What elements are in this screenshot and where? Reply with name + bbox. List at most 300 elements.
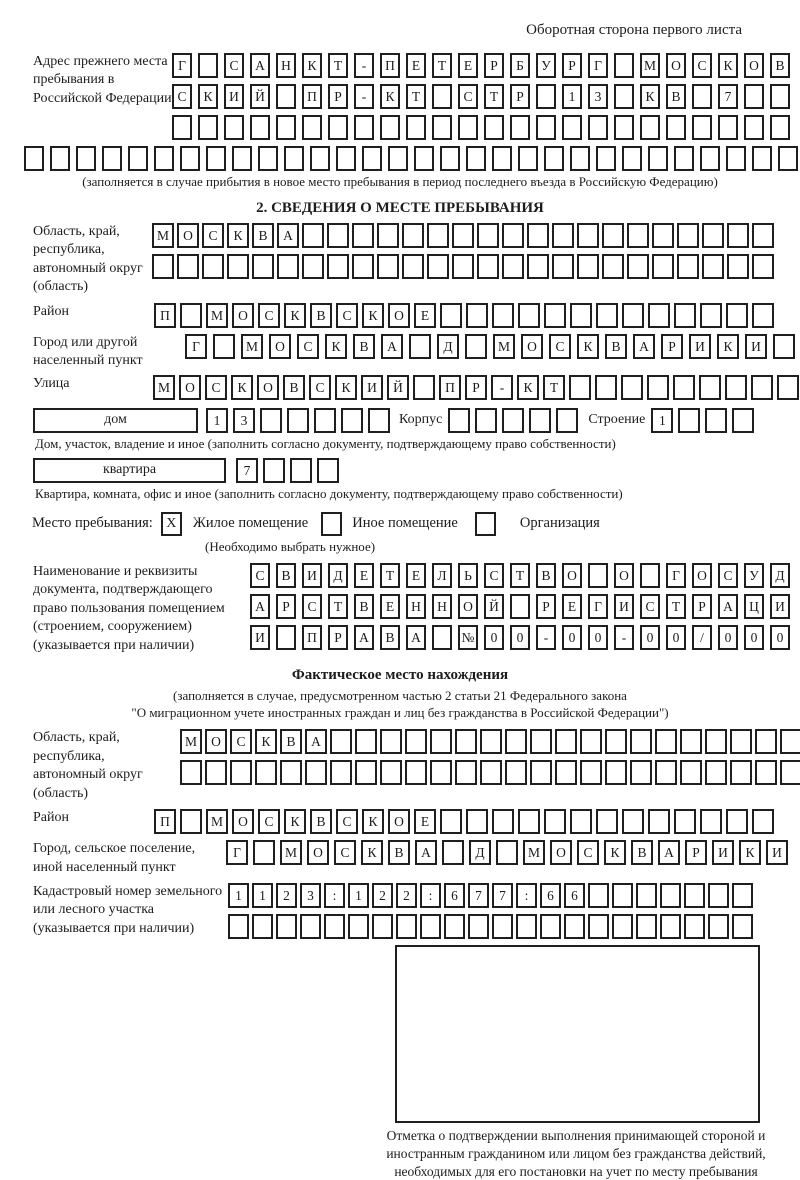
char-box[interactable] (699, 375, 721, 400)
char-box[interactable] (430, 760, 452, 785)
char-box[interactable]: К (362, 303, 384, 328)
char-box[interactable] (276, 914, 297, 939)
char-box[interactable]: Т (484, 84, 504, 109)
char-box[interactable]: П (154, 809, 176, 834)
char-box[interactable] (414, 146, 434, 171)
char-box[interactable] (622, 809, 644, 834)
char-box[interactable] (260, 408, 282, 433)
char-box[interactable]: Р (685, 840, 707, 865)
char-box[interactable] (477, 254, 499, 279)
char-box[interactable]: Д (328, 563, 348, 588)
char-box[interactable] (705, 760, 727, 785)
char-box[interactable] (327, 254, 349, 279)
char-box[interactable] (596, 146, 616, 171)
char-box[interactable]: Р (465, 375, 487, 400)
char-box[interactable]: М (493, 334, 515, 359)
char-box[interactable] (605, 729, 627, 754)
char-box[interactable] (172, 115, 192, 140)
char-box[interactable]: А (415, 840, 437, 865)
char-box[interactable] (588, 914, 609, 939)
char-box[interactable]: Г (666, 563, 686, 588)
char-box[interactable] (647, 375, 669, 400)
char-box[interactable]: Е (406, 563, 426, 588)
char-box[interactable] (496, 840, 518, 865)
char-box[interactable] (744, 115, 764, 140)
char-box[interactable] (602, 254, 624, 279)
char-box[interactable]: Б (510, 53, 530, 78)
char-box[interactable]: К (604, 840, 626, 865)
char-box[interactable]: Д (770, 563, 790, 588)
char-box[interactable] (773, 334, 795, 359)
char-box[interactable] (577, 223, 599, 248)
char-box[interactable]: 0 (640, 625, 660, 650)
char-box[interactable]: С (205, 375, 227, 400)
char-box[interactable] (455, 760, 477, 785)
char-box[interactable] (540, 914, 561, 939)
char-box[interactable] (755, 760, 777, 785)
char-box[interactable] (302, 115, 322, 140)
char-box[interactable] (614, 84, 634, 109)
char-box[interactable] (409, 334, 431, 359)
char-box[interactable] (702, 223, 724, 248)
char-box[interactable] (440, 303, 462, 328)
char-box[interactable] (475, 408, 497, 433)
char-box[interactable] (612, 883, 633, 908)
char-box[interactable] (466, 809, 488, 834)
char-box[interactable]: О (388, 303, 410, 328)
char-box[interactable]: С (577, 840, 599, 865)
char-box[interactable] (588, 115, 608, 140)
char-box[interactable]: : (420, 883, 441, 908)
char-box[interactable] (258, 146, 278, 171)
char-box[interactable] (648, 146, 668, 171)
char-box[interactable] (692, 84, 712, 109)
char-box[interactable]: И (689, 334, 711, 359)
char-box[interactable] (536, 115, 556, 140)
char-box[interactable]: М (280, 840, 302, 865)
char-box[interactable]: О (177, 223, 199, 248)
char-box[interactable] (752, 223, 774, 248)
char-box[interactable] (752, 303, 774, 328)
char-box[interactable] (427, 254, 449, 279)
char-box[interactable] (516, 914, 537, 939)
char-box[interactable]: К (361, 840, 383, 865)
char-box[interactable] (480, 729, 502, 754)
char-box[interactable] (544, 809, 566, 834)
char-box[interactable] (614, 53, 634, 78)
char-box[interactable] (726, 303, 748, 328)
char-box[interactable]: О (666, 53, 686, 78)
char-box[interactable] (355, 760, 377, 785)
char-box[interactable]: Л (432, 563, 452, 588)
char-box[interactable] (252, 914, 273, 939)
char-box[interactable] (402, 223, 424, 248)
char-box[interactable]: Р (328, 84, 348, 109)
char-box[interactable]: М (206, 809, 228, 834)
char-box[interactable] (680, 729, 702, 754)
char-box[interactable]: А (305, 729, 327, 754)
char-box[interactable]: В (280, 729, 302, 754)
char-box[interactable]: Р (661, 334, 683, 359)
char-box[interactable] (362, 146, 382, 171)
char-box[interactable]: К (335, 375, 357, 400)
char-box[interactable]: К (325, 334, 347, 359)
char-box[interactable] (492, 146, 512, 171)
char-box[interactable] (198, 53, 218, 78)
char-box[interactable]: Е (406, 53, 426, 78)
house-wide-box[interactable]: дом (33, 408, 198, 433)
char-box[interactable] (484, 115, 504, 140)
char-box[interactable] (327, 223, 349, 248)
char-box[interactable] (377, 254, 399, 279)
char-box[interactable] (518, 303, 540, 328)
char-box[interactable] (502, 223, 524, 248)
char-box[interactable] (455, 729, 477, 754)
char-box[interactable] (727, 254, 749, 279)
char-box[interactable] (427, 223, 449, 248)
char-box[interactable] (372, 914, 393, 939)
char-box[interactable]: - (614, 625, 634, 650)
char-box[interactable] (442, 840, 464, 865)
char-box[interactable] (177, 254, 199, 279)
char-box[interactable]: К (284, 809, 306, 834)
char-box[interactable] (569, 375, 591, 400)
char-box[interactable]: Е (414, 303, 436, 328)
char-box[interactable]: К (231, 375, 253, 400)
char-box[interactable] (595, 375, 617, 400)
char-box[interactable]: 7 (718, 84, 738, 109)
char-box[interactable] (648, 809, 670, 834)
char-box[interactable] (284, 146, 304, 171)
char-box[interactable]: Й (484, 594, 504, 619)
char-box[interactable]: В (310, 809, 332, 834)
char-box[interactable]: 1 (651, 408, 673, 433)
char-box[interactable]: С (718, 563, 738, 588)
char-box[interactable]: В (605, 334, 627, 359)
char-box[interactable] (310, 146, 330, 171)
char-box[interactable] (466, 146, 486, 171)
char-box[interactable]: О (179, 375, 201, 400)
char-box[interactable]: Р (562, 53, 582, 78)
char-box[interactable] (352, 254, 374, 279)
char-box[interactable]: 0 (770, 625, 790, 650)
char-box[interactable]: И (614, 594, 634, 619)
char-box[interactable] (678, 408, 700, 433)
char-box[interactable]: В (770, 53, 790, 78)
char-box[interactable]: К (198, 84, 218, 109)
char-box[interactable] (666, 115, 686, 140)
char-box[interactable]: К (380, 84, 400, 109)
char-box[interactable]: И (361, 375, 383, 400)
char-box[interactable]: П (380, 53, 400, 78)
char-box[interactable] (502, 254, 524, 279)
char-box[interactable]: О (257, 375, 279, 400)
char-box[interactable] (708, 914, 729, 939)
char-box[interactable]: С (302, 594, 322, 619)
char-box[interactable] (752, 809, 774, 834)
char-box[interactable] (255, 760, 277, 785)
char-box[interactable] (492, 303, 514, 328)
char-box[interactable]: И (250, 625, 270, 650)
char-box[interactable]: О (388, 809, 410, 834)
char-box[interactable] (206, 146, 226, 171)
char-box[interactable]: 0 (510, 625, 530, 650)
char-box[interactable]: Т (666, 594, 686, 619)
char-box[interactable] (228, 914, 249, 939)
char-box[interactable]: Т (543, 375, 565, 400)
char-box[interactable] (202, 254, 224, 279)
char-box[interactable]: Р (484, 53, 504, 78)
char-box[interactable]: Д (437, 334, 459, 359)
char-box[interactable]: Г (172, 53, 192, 78)
char-box[interactable]: - (491, 375, 513, 400)
char-box[interactable]: Г (588, 53, 608, 78)
char-box[interactable]: Г (588, 594, 608, 619)
char-box[interactable]: К (717, 334, 739, 359)
char-box[interactable]: П (439, 375, 461, 400)
char-box[interactable]: С (230, 729, 252, 754)
char-box[interactable] (348, 914, 369, 939)
char-box[interactable]: С (336, 809, 358, 834)
char-box[interactable] (368, 408, 390, 433)
char-box[interactable] (627, 254, 649, 279)
char-box[interactable] (277, 254, 299, 279)
char-box[interactable]: С (336, 303, 358, 328)
char-box[interactable] (465, 334, 487, 359)
char-box[interactable] (432, 115, 452, 140)
char-box[interactable] (727, 223, 749, 248)
char-box[interactable] (605, 760, 627, 785)
char-box[interactable]: М (640, 53, 660, 78)
char-box[interactable]: А (406, 625, 426, 650)
char-box[interactable] (726, 146, 746, 171)
char-box[interactable] (396, 914, 417, 939)
char-box[interactable] (276, 115, 296, 140)
char-box[interactable] (580, 760, 602, 785)
char-box[interactable]: О (205, 729, 227, 754)
char-box[interactable]: С (258, 809, 280, 834)
checkbox-other-premises[interactable] (321, 512, 342, 536)
char-box[interactable]: Р (692, 594, 712, 619)
char-box[interactable]: В (631, 840, 653, 865)
char-box[interactable]: С (172, 84, 192, 109)
char-box[interactable]: С (297, 334, 319, 359)
char-box[interactable]: В (666, 84, 686, 109)
char-box[interactable] (652, 254, 674, 279)
char-box[interactable] (380, 115, 400, 140)
char-box[interactable]: 7 (236, 458, 258, 483)
char-box[interactable] (305, 760, 327, 785)
char-box[interactable]: К (577, 334, 599, 359)
char-box[interactable]: С (640, 594, 660, 619)
char-box[interactable] (505, 760, 527, 785)
char-box[interactable]: П (302, 625, 322, 650)
char-box[interactable]: 7 (492, 883, 513, 908)
char-box[interactable] (692, 115, 712, 140)
char-box[interactable] (406, 115, 426, 140)
char-box[interactable] (700, 809, 722, 834)
char-box[interactable]: О (458, 594, 478, 619)
char-box[interactable]: М (152, 223, 174, 248)
char-box[interactable] (287, 408, 309, 433)
char-box[interactable]: Й (387, 375, 409, 400)
char-box[interactable] (751, 375, 773, 400)
char-box[interactable] (452, 223, 474, 248)
char-box[interactable] (744, 84, 764, 109)
char-box[interactable]: / (692, 625, 712, 650)
char-box[interactable] (640, 115, 660, 140)
char-box[interactable] (700, 303, 722, 328)
char-box[interactable] (705, 408, 727, 433)
char-box[interactable]: В (252, 223, 274, 248)
char-box[interactable] (655, 760, 677, 785)
char-box[interactable]: 6 (564, 883, 585, 908)
char-box[interactable] (440, 146, 460, 171)
char-box[interactable]: : (324, 883, 345, 908)
char-box[interactable] (684, 914, 705, 939)
char-box[interactable]: К (718, 53, 738, 78)
char-box[interactable] (510, 594, 530, 619)
char-box[interactable] (377, 223, 399, 248)
char-box[interactable] (480, 760, 502, 785)
char-box[interactable] (544, 146, 564, 171)
char-box[interactable] (448, 408, 470, 433)
char-box[interactable]: О (562, 563, 582, 588)
char-box[interactable]: 1 (228, 883, 249, 908)
char-box[interactable] (700, 146, 720, 171)
char-box[interactable]: А (354, 625, 374, 650)
char-box[interactable] (152, 254, 174, 279)
checkbox-residential[interactable]: X (161, 512, 182, 536)
char-box[interactable] (755, 729, 777, 754)
char-box[interactable] (674, 809, 696, 834)
char-box[interactable]: 1 (206, 408, 228, 433)
char-box[interactable]: С (334, 840, 356, 865)
char-box[interactable]: О (550, 840, 572, 865)
char-box[interactable]: 0 (484, 625, 504, 650)
char-box[interactable] (232, 146, 252, 171)
char-box[interactable] (570, 303, 592, 328)
char-box[interactable]: К (227, 223, 249, 248)
char-box[interactable] (588, 883, 609, 908)
char-box[interactable] (290, 458, 312, 483)
char-box[interactable]: Т (380, 563, 400, 588)
char-box[interactable] (280, 760, 302, 785)
char-box[interactable]: 1 (348, 883, 369, 908)
char-box[interactable] (477, 223, 499, 248)
char-box[interactable] (596, 303, 618, 328)
char-box[interactable]: К (255, 729, 277, 754)
char-box[interactable] (405, 729, 427, 754)
char-box[interactable] (128, 146, 148, 171)
char-box[interactable] (352, 223, 374, 248)
char-box[interactable]: И (770, 594, 790, 619)
char-box[interactable]: В (536, 563, 556, 588)
char-box[interactable]: А (633, 334, 655, 359)
char-box[interactable] (636, 883, 657, 908)
char-box[interactable]: С (484, 563, 504, 588)
char-box[interactable] (300, 914, 321, 939)
char-box[interactable]: - (536, 625, 556, 650)
char-box[interactable] (752, 254, 774, 279)
char-box[interactable]: С (549, 334, 571, 359)
char-box[interactable] (674, 303, 696, 328)
char-box[interactable] (702, 254, 724, 279)
char-box[interactable]: И (302, 563, 322, 588)
char-box[interactable] (636, 914, 657, 939)
char-box[interactable] (630, 760, 652, 785)
char-box[interactable] (440, 809, 462, 834)
char-box[interactable] (388, 146, 408, 171)
apartment-wide-box[interactable]: квартира (33, 458, 226, 483)
char-box[interactable]: 0 (588, 625, 608, 650)
char-box[interactable]: С (458, 84, 478, 109)
char-box[interactable] (705, 729, 727, 754)
char-box[interactable] (732, 883, 753, 908)
char-box[interactable]: Д (469, 840, 491, 865)
char-box[interactable]: Е (414, 809, 436, 834)
char-box[interactable] (413, 375, 435, 400)
char-box[interactable]: : (516, 883, 537, 908)
char-box[interactable]: Т (510, 563, 530, 588)
char-box[interactable] (612, 914, 633, 939)
char-box[interactable] (652, 223, 674, 248)
char-box[interactable]: С (258, 303, 280, 328)
char-box[interactable]: С (309, 375, 331, 400)
char-box[interactable]: А (250, 594, 270, 619)
char-box[interactable] (50, 146, 70, 171)
char-box[interactable]: В (283, 375, 305, 400)
char-box[interactable] (527, 254, 549, 279)
char-box[interactable] (198, 115, 218, 140)
char-box[interactable] (302, 254, 324, 279)
char-box[interactable]: О (521, 334, 543, 359)
char-box[interactable] (627, 223, 649, 248)
char-box[interactable] (492, 809, 514, 834)
char-box[interactable] (708, 883, 729, 908)
char-box[interactable] (527, 223, 549, 248)
char-box[interactable] (529, 408, 551, 433)
char-box[interactable] (562, 115, 582, 140)
char-box[interactable] (732, 914, 753, 939)
char-box[interactable]: М (241, 334, 263, 359)
char-box[interactable]: 3 (233, 408, 255, 433)
char-box[interactable]: 0 (744, 625, 764, 650)
char-box[interactable] (468, 914, 489, 939)
char-box[interactable] (452, 254, 474, 279)
char-box[interactable]: Ц (744, 594, 764, 619)
char-box[interactable]: К (517, 375, 539, 400)
char-box[interactable] (354, 115, 374, 140)
char-box[interactable]: Г (185, 334, 207, 359)
char-box[interactable] (752, 146, 772, 171)
char-box[interactable] (24, 146, 44, 171)
char-box[interactable] (154, 146, 174, 171)
checkbox-organization[interactable] (475, 512, 496, 536)
char-box[interactable] (402, 254, 424, 279)
char-box[interactable]: 0 (718, 625, 738, 650)
char-box[interactable]: 3 (300, 883, 321, 908)
char-box[interactable]: К (362, 809, 384, 834)
char-box[interactable] (530, 760, 552, 785)
char-box[interactable] (253, 840, 275, 865)
char-box[interactable]: В (354, 594, 374, 619)
char-box[interactable]: 6 (444, 883, 465, 908)
char-box[interactable] (102, 146, 122, 171)
char-box[interactable] (330, 760, 352, 785)
char-box[interactable] (648, 303, 670, 328)
char-box[interactable] (355, 729, 377, 754)
